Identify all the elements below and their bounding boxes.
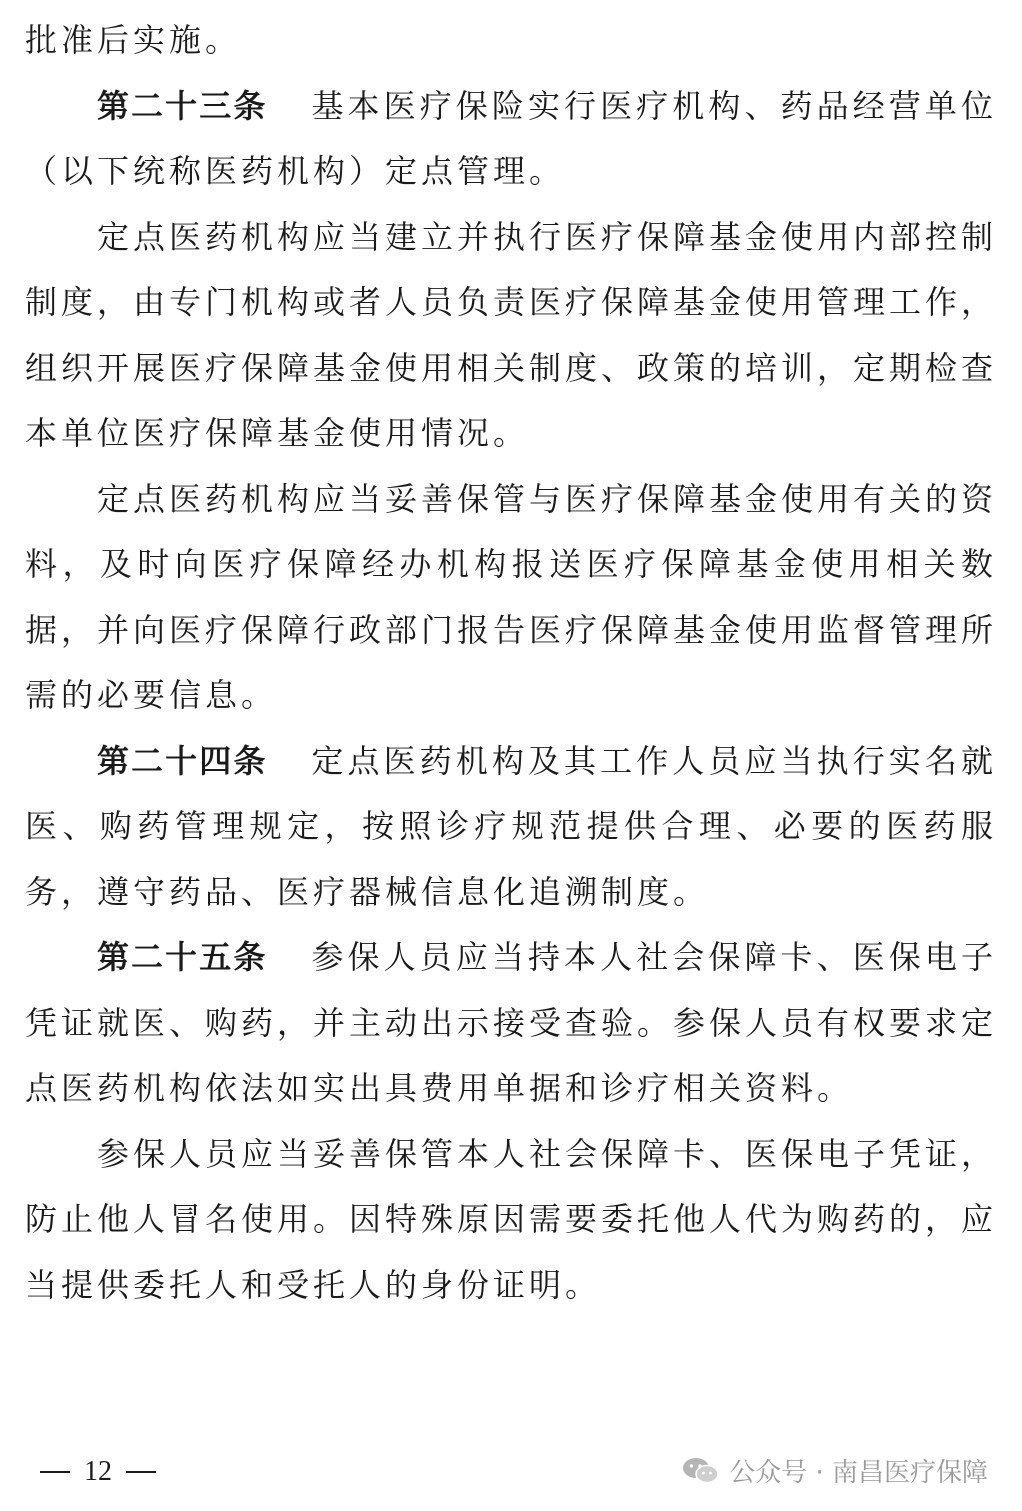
page-number-footer: [40, 1452, 156, 1492]
paragraph: [25, 467, 997, 729]
article-number: 第二十三条: [97, 86, 268, 125]
paragraph-continuation: [25, 8, 997, 74]
wechat-icon: [681, 1456, 721, 1486]
dash-right: [126, 1471, 156, 1473]
paragraph-text: 批准后实施。: [25, 21, 242, 59]
paragraph-text: 定点医药机构及其工作人员应当执行实名就医、购药管理规定，按照诊疗规范提供合理、必要的医药服务，遵守药品、医疗器械信息化追溯制度。: [25, 741, 997, 911]
paragraph-text: 基本医疗保险实行医疗机构、药品经营单位（以下统称医药机构）定点管理。: [25, 86, 997, 190]
article-number: 第二十四条: [97, 741, 268, 780]
dash-left: [40, 1471, 70, 1473]
page-number: 12: [84, 1456, 112, 1487]
paragraph: [25, 1122, 997, 1319]
watermark-text: 公众号 · 南昌医疗保障: [729, 1458, 988, 1488]
paragraph-text: 定点医药机构应当妥善保管与医疗保障基金使用有关的资料，及时向医疗保障经办机构报送医疗保障基金使用相关数据，并向医疗保障行政部门报告医疗保障基金使用监督管理所需的必要信息。: [25, 479, 998, 714]
article-24-paragraph: [25, 729, 997, 926]
paragraph-text: 参保人员应当持本人社会保障卡、医保电子凭证就医、购药，并主动出示接受查验。参保人员有权要求定点医药机构依法如实出具费用单据和诊疗相关资料。: [25, 938, 998, 1107]
paragraph: [25, 205, 997, 467]
article-number: 第二十五条: [97, 938, 268, 976]
article-25-paragraph: [25, 925, 997, 1122]
document-body: [25, 8, 997, 1318]
watermark: [681, 1452, 988, 1489]
paragraph-text: 参保人员应当妥善保管本人社会保障卡、医保电子凭证，防止他人冒名使用。因特殊原因需要委托他人代为购药的，应当提供委托人和受托人的身份证明。: [25, 1134, 998, 1304]
article-23-paragraph: [25, 74, 997, 205]
paragraph-text: 定点医药机构应当建立并执行医疗保障基金使用内部控制制度，由专门机构或者人员负责医疗保障基金使用管理工作，组织开展医疗保障基金使用相关制度、政策的培训，定期检查本单位医疗保障基金使用情况。: [25, 217, 998, 452]
